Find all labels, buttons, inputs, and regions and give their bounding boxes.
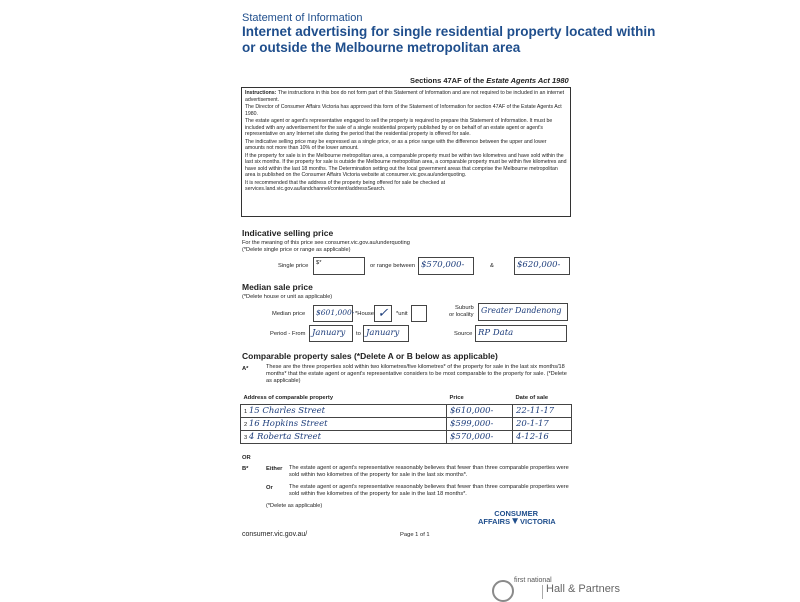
median-price-field[interactable]: $601,000- bbox=[313, 305, 353, 322]
brand-first-national: first national bbox=[514, 577, 552, 584]
indicative-heading: Indicative selling price bbox=[242, 228, 334, 238]
row-date[interactable]: 20-1-17 bbox=[513, 418, 572, 431]
range-label: or range between bbox=[370, 263, 416, 269]
row-number: 1 bbox=[244, 409, 248, 415]
unit-checkbox[interactable] bbox=[411, 305, 427, 322]
row-price[interactable]: $599,000- bbox=[447, 418, 513, 431]
col-price: Price bbox=[447, 392, 513, 405]
row-address[interactable]: 16 Hopkins Street bbox=[248, 419, 328, 429]
suburb-field[interactable]: Greater Dandenong bbox=[478, 303, 568, 321]
range-high-field[interactable]: $620,000- bbox=[514, 257, 570, 275]
instructions-p4: The indicative selling price may be expressed as a single price, or as a price range with the difference between the upper and lower amounts not more than 10% of the lower amount. bbox=[245, 138, 547, 151]
range-low-field[interactable]: $570,000- bbox=[418, 257, 474, 275]
row-date[interactable]: 4-12-16 bbox=[513, 431, 572, 444]
logo-star-icon: ▼ bbox=[510, 516, 520, 527]
row-number: 3 bbox=[244, 435, 248, 441]
range-amp: & bbox=[490, 263, 494, 269]
page-number: Page 1 of 1 bbox=[400, 532, 430, 538]
single-price-label: Single price bbox=[278, 263, 309, 269]
brand-hall-partners: Hall & Partners bbox=[546, 583, 620, 595]
either-text: The estate agent or agent's representative reasonably believes that fewer than three comparable properties were sold within two kilometres of the property for sale in the last six months*. bbox=[289, 465, 569, 478]
instructions-p6: It is recommended that the address of the property being offered for sale be checked at services.land.vic.gov.au/landchannel/content/addressSearch. bbox=[245, 179, 446, 192]
instructions-box bbox=[241, 87, 571, 217]
row-address[interactable]: 15 Charles Street bbox=[248, 406, 326, 416]
period-to-field[interactable]: January bbox=[363, 325, 409, 342]
instructions-p1: The instructions in this box do not form part of this Statement of Information and are not required to be included in an internet advertisement. bbox=[245, 90, 565, 103]
indicative-note1: For the meaning of this price see consumer.vic.gov.au/underquoting bbox=[242, 240, 410, 246]
page-title: Internet advertising for single residential property located within or outside the Melbourne metropolitan area bbox=[242, 24, 656, 55]
logo-line3: VICTORIA bbox=[520, 517, 556, 526]
statement-label: Statement of Information bbox=[242, 12, 363, 24]
col-address: Address of comparable property bbox=[241, 392, 447, 405]
option-a-text: These are the three properties sold within two kilometres/five kilometres* of the property for sale in the last six months/18 months* that the estate agent or agent's representative considers to be most comparable to the property for sale. (*Delete as applicable) bbox=[266, 364, 567, 384]
indicative-note2: (*Delete single price or range as applicable) bbox=[242, 247, 351, 253]
instructions-p5: If the property for sale is in the Melbourne metropolitan area, a comparable property must be within two kilometres and have sold within the last six months. If the property for sale is outside the Melbourne metropolitan area, a comparable property must be within five kilometres and have sold within the last 18 months. The Determination setting out the local government areas that comprise the Melbourne metropolitan area is published on the Consumer Affairs Victoria website at consumer.vic.gov.au/underquoting. bbox=[245, 152, 567, 178]
suburb-label-2: or locality bbox=[449, 312, 474, 318]
sections-reference bbox=[410, 76, 569, 85]
row-address[interactable]: 4 Roberta Street bbox=[248, 432, 321, 442]
row-price[interactable]: $570,000- bbox=[447, 431, 513, 444]
period-label: Period - From bbox=[270, 331, 306, 337]
either-label: Either bbox=[266, 466, 283, 472]
footer-url[interactable]: consumer.vic.gov.au/ bbox=[242, 531, 308, 538]
logo-line2: AFFAIRS bbox=[478, 517, 511, 526]
median-heading: Median sale price bbox=[242, 282, 313, 292]
instructions-p3: The estate agent or agent's representative engaged to sell the property is required to prepare this Statement of Information. It must be included with any advertisement for the sale of a single residential property published by or on behalf of an estate agent or agent's representative on any Internet site during the period that the residential property is offered for sale. bbox=[245, 118, 553, 137]
table-row bbox=[241, 418, 572, 431]
source-label: Source bbox=[454, 331, 473, 337]
suburb-label-1: Suburb bbox=[455, 305, 474, 311]
to-label: to bbox=[356, 331, 361, 337]
consumer-affairs-logo bbox=[478, 510, 578, 542]
comparable-heading: Comparable property sales (*Delete A or B below as applicable) bbox=[242, 351, 498, 361]
instructions-bold: Instructions: bbox=[245, 90, 277, 96]
table-row bbox=[241, 431, 572, 444]
sections-act: Estate Agents Act 1980 bbox=[486, 76, 569, 85]
or-label: OR bbox=[242, 455, 251, 461]
col-date: Date of sale bbox=[513, 392, 572, 405]
sections-prefix: Sections 47AF of the bbox=[410, 76, 485, 85]
unit-label: *unit bbox=[396, 311, 408, 317]
median-note: (*Delete house or unit as applicable) bbox=[242, 294, 333, 300]
house-label: *House bbox=[355, 311, 375, 317]
row-number: 2 bbox=[244, 422, 248, 428]
brand-divider bbox=[542, 585, 543, 599]
agency-brand-bar bbox=[500, 575, 800, 600]
house-checkbox[interactable]: ✓ bbox=[374, 305, 392, 322]
comparable-table bbox=[240, 392, 572, 444]
single-price-field[interactable]: $* bbox=[313, 257, 365, 275]
row-date[interactable]: 22-11-17 bbox=[513, 405, 572, 418]
table-header-row bbox=[241, 392, 572, 405]
or2-text: The estate agent or agent's representative reasonably believes that fewer than three comparable properties were sold within five kilometres of the property for sale in the last 18 months*. bbox=[289, 484, 569, 497]
instructions-p2: The Director of Consumer Affairs Victoria has approved this form of the Statement of Information for section 47AF of the Estate Agents Act 1980. bbox=[245, 104, 562, 117]
row-price[interactable]: $610,000- bbox=[447, 405, 513, 418]
option-b-label: B* bbox=[242, 466, 249, 472]
source-field[interactable]: RP Data bbox=[475, 325, 567, 342]
period-from-field[interactable]: January bbox=[309, 325, 353, 342]
table-row bbox=[241, 405, 572, 418]
median-price-label: Median price bbox=[272, 311, 306, 317]
or2-label: Or bbox=[266, 485, 273, 491]
logo-line1: CONSUMER bbox=[494, 509, 538, 518]
delete-note: (*Delete as applicable) bbox=[266, 503, 323, 509]
brand-circle-icon bbox=[492, 580, 514, 602]
option-a-label: A* bbox=[242, 366, 249, 372]
